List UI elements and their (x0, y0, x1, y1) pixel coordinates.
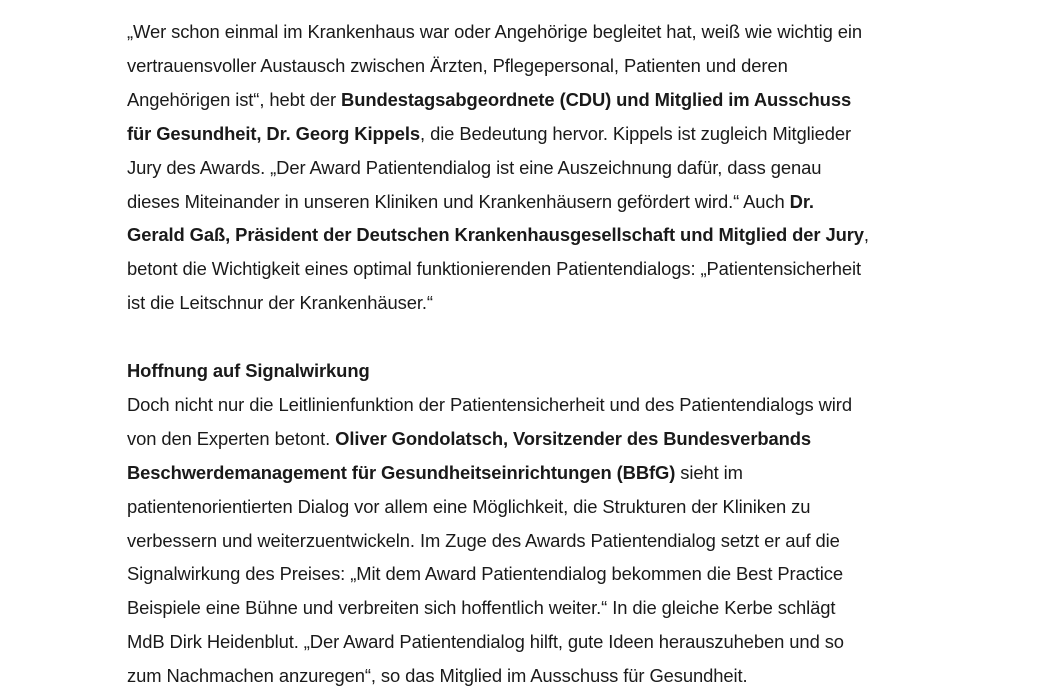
text-span: sieht im (675, 461, 743, 483)
bold-organization-bbfg: Beschwerdemanagement für Gesundheitseinrichtungen (BBfG) (127, 461, 676, 483)
text-span: ist die Leitschnur der Krankenhäuser.“ (127, 292, 433, 314)
paragraph-signal-effect (127, 388, 947, 693)
text-line (127, 286, 947, 320)
section-heading (127, 354, 947, 388)
text-line (127, 388, 947, 422)
text-line (127, 151, 947, 185)
text-line (127, 625, 947, 659)
bold-name-kippels-role: Bundestagsabgeordnete (CDU) und Mitglied im Ausschuss (341, 88, 852, 110)
text-span: Signalwirkung des Preises: „Mit dem Award Patientendialog bekommen die Best Practice (127, 563, 844, 585)
heading-text: Hoffnung auf Signalwirkung (127, 360, 370, 382)
text-span: , (863, 224, 869, 246)
text-line (127, 591, 947, 625)
text-line (127, 185, 947, 219)
text-span: „Wer schon einmal im Krankenhaus war oder Angehörige begleitet hat, weiß wie wichtig ein (127, 21, 863, 42)
text-line (127, 83, 947, 117)
bold-name-kippels: für Gesundheit, Dr. Georg Kippels (127, 122, 421, 144)
text-line (127, 218, 947, 252)
paragraph-jury-quotes (127, 15, 947, 320)
text-span: vertrauensvoller Austausch zwischen Ärzten, Pflegepersonal, Patienten und deren (127, 54, 788, 76)
text-span: von den Experten betont. (127, 427, 336, 449)
text-line (127, 49, 947, 83)
text-span: MdB Dirk Heidenblut. „Der Award Patientendialog hilft, gute Ideen herauszuheben und so (127, 631, 844, 653)
text-line (127, 422, 947, 456)
text-span: dieses Miteinander in unseren Kliniken und Krankenhäusern gefördert wird.“ Auch (127, 190, 790, 212)
text-line (127, 490, 947, 524)
text-span: verbessern und weiterzuentwickeln. Im Zuge des Awards Patientendialog setzt er auf die (127, 529, 840, 551)
text-span: Angehörigen ist“, hebt der (127, 88, 342, 110)
text-span: Doch nicht nur die Leitlinienfunktion der Patientensicherheit und des Patientendialogs wird (127, 393, 852, 415)
bold-name-gondolatsch: Oliver Gondolatsch, Vorsitzender des Bundesverbands (335, 427, 812, 449)
text-span: patientenorientierten Dialog vor allem eine Möglichkeit, die Strukturen der Kliniken zu (127, 495, 811, 517)
paragraph-spacer (127, 320, 947, 354)
text-span: Jury des Awards. „Der Award Patientendialog ist eine Auszeichnung dafür, dass genau (127, 156, 822, 178)
text-span: Beispiele eine Bühne und verbreiten sich hoffentlich weiter.“ In die gleiche Kerbe schlägt (127, 597, 836, 619)
bold-name-gass: Gerald Gaß, Präsident der Deutschen Krankenhausgesellschaft und Mitglied der Jury (127, 224, 864, 246)
text-line (127, 456, 947, 490)
text-line (127, 557, 947, 591)
text-line (127, 15, 947, 49)
text-span: zum Nachmachen anzuregen“, so das Mitglied im Ausschuss für Gesundheit. (127, 665, 748, 687)
text-span: , die Bedeutung hervor. Kippels ist zugleich Mitglieder (420, 122, 852, 144)
text-line (127, 252, 947, 286)
bold-name-gass-title: Dr. (789, 190, 814, 212)
text-line (127, 659, 947, 693)
text-span: betont die Wichtigkeit eines optimal funktionierenden Patientendialogs: „Patientensicherheit (127, 258, 862, 280)
document-body (127, 15, 947, 693)
text-line (127, 524, 947, 558)
text-line (127, 117, 947, 151)
